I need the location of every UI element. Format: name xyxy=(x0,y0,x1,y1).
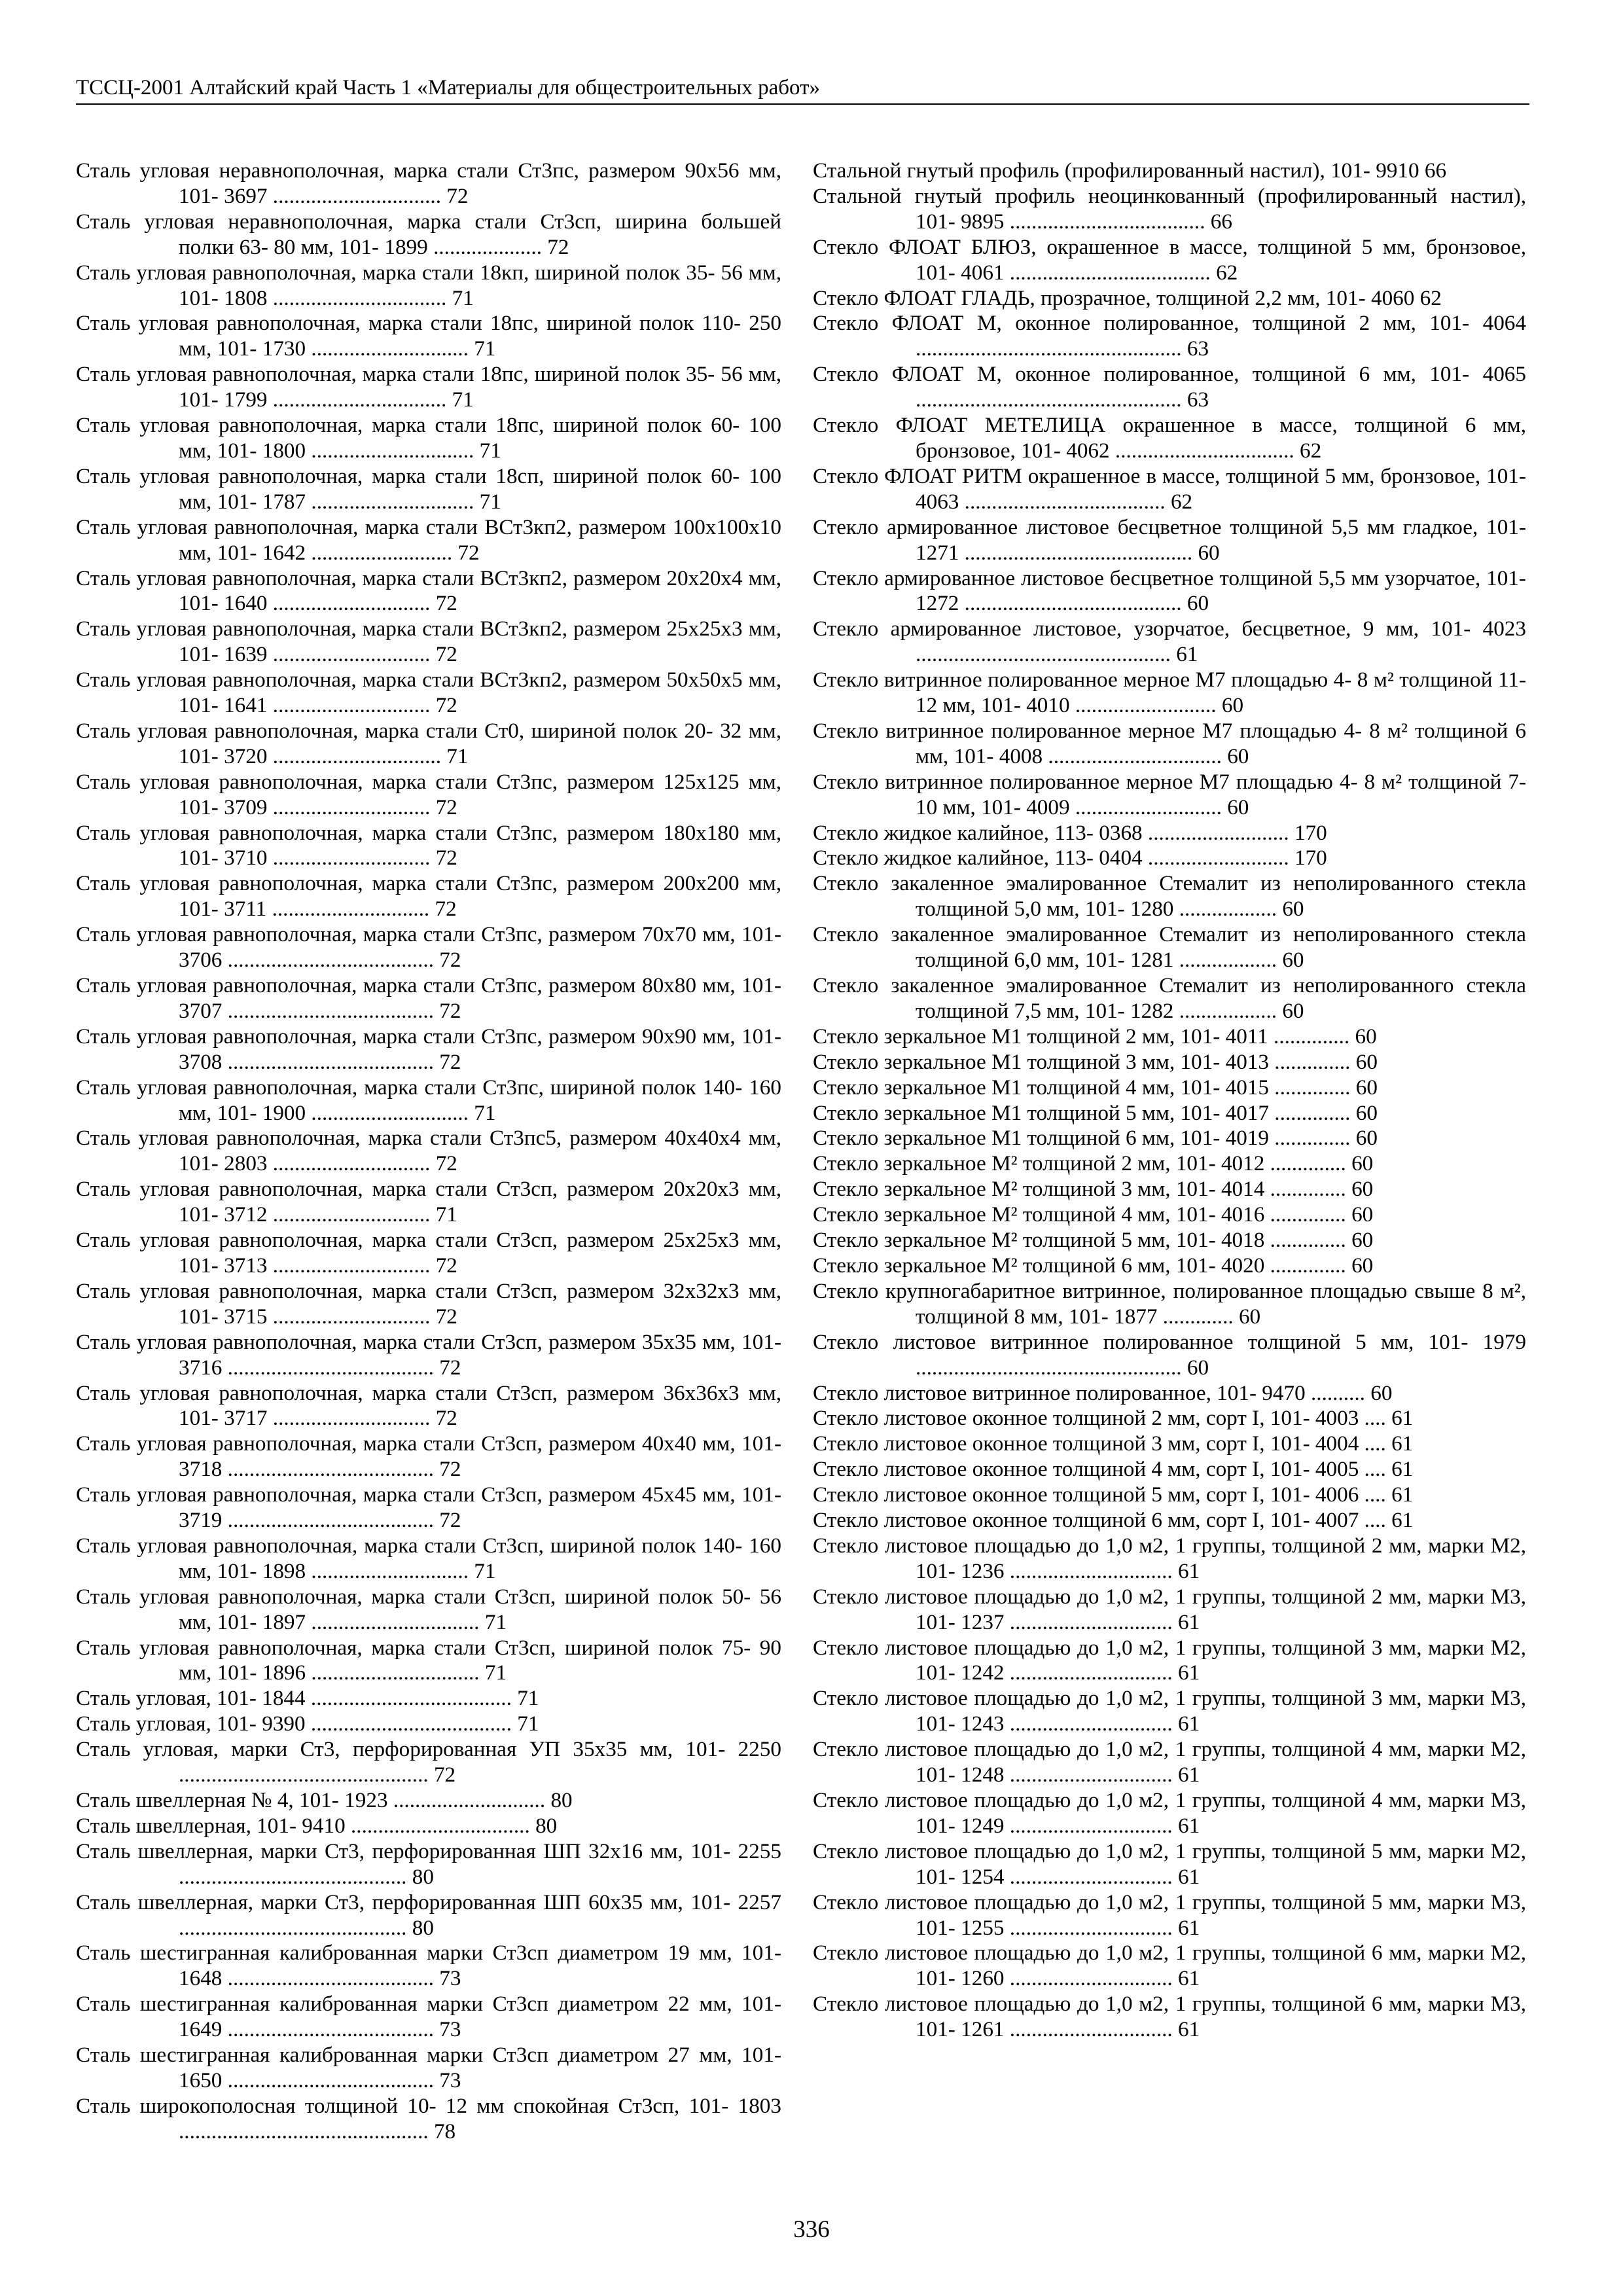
index-entry: Стекло ФЛОАТ РИТМ окрашенное в массе, толщиной 5 мм, бронзовое, 101- 4063 ..................................... 62 xyxy=(813,463,1526,514)
index-entry: Стекло листовое площадью до 1,0 м2, 1 группы, толщиной 3 мм, марки М3, 101- 1243 .............................. 61 xyxy=(813,1686,1526,1736)
index-entry: Сталь угловая неравнополочная, марка стали Ст3сп, ширина большей полки 63- 80 мм, 101- 1899 .................... 72 xyxy=(76,209,781,259)
index-entry: Стекло витринное полированное мерное М7 площадью 4- 8 м² толщиной 7- 10 мм, 101- 4009 ........................... 60 xyxy=(813,769,1526,819)
index-entry: Стекло зеркальное М² толщиной 3 мм, 101- 4014 .............. 60 xyxy=(813,1177,1374,1202)
index-entry: Сталь угловая равнополочная, марка стали Ст3сп, шириной полок 140- 160 мм, 101- 1898 ............................. 71 xyxy=(76,1533,781,1583)
index-entry: Сталь угловая равнополочная, марка стали Ст3сп, размером 36х36х3 мм, 101- 3717 ............................. 72 xyxy=(76,1380,781,1431)
index-entry: Сталь угловая равнополочная, марка стали ВСт3кп2, размером 25х25х3 мм, 101- 1639 ............................. 72 xyxy=(76,617,781,667)
index-entry: Стекло листовое площадью до 1,0 м2, 1 группы, толщиной 6 мм, марки М3, 101- 1261 .............................. 61 xyxy=(813,1992,1526,2042)
index-entry: Сталь угловая равнополочная, марка стали Ст3пс, размером 80х80 мм, 101- 3707 ...................................... 72 xyxy=(76,973,781,1023)
index-entry: Сталь угловая равнополочная, марка стали Ст3пс, размером 125х125 мм, 101- 3709 ............................. 72 xyxy=(76,769,781,819)
index-entry: Сталь угловая равнополочная, марка стали Ст3пс, размером 180х180 мм, 101- 3710 ............................. 72 xyxy=(76,820,781,870)
index-entry: Стекло закаленное эмалированное Стемалит из неполированного стекла толщиной 6,0 мм, 101- 1281 .................. 60 xyxy=(813,922,1526,973)
index-entry: Стекло зеркальное М1 толщиной 3 мм, 101- 4013 .............. 60 xyxy=(813,1049,1378,1074)
index-entry: Стекло армированное листовое бесцветное толщиной 5,5 мм гладкое, 101- 1271 .......................................... 60 xyxy=(813,514,1526,565)
index-entry: Сталь швеллерная, марки Ст3, перфорированная ШП 60х35 мм, 101- 2257 .......................................... 80 xyxy=(76,1890,781,1940)
index-entry: Сталь угловая равнополочная, марка стали Ст3сп, размером 20х20х3 мм, 101- 3712 ............................. 71 xyxy=(76,1177,781,1227)
index-entry: Сталь угловая равнополочная, марка стали Ст3сп, размером 32х32х3 мм, 101- 3715 ............................. 72 xyxy=(76,1278,781,1329)
index-entry: Стекло зеркальное М1 толщиной 6 мм, 101- 4019 .............. 60 xyxy=(813,1126,1378,1151)
index-column-left xyxy=(76,158,781,2145)
index-entry: Сталь угловая равнополочная, марка стали ВСт3кп2, размером 50х50х5 мм, 101- 1641 ............................. 72 xyxy=(76,668,781,718)
index-entry: Сталь угловая равнополочная, марка стали 18сп, шириной полок 60- 100 мм, 101- 1787 .............................. 71 xyxy=(76,463,781,514)
index-entry: Стекло листовое оконное толщиной 4 мм, сорт I, 101- 4005 .... 61 xyxy=(813,1457,1414,1482)
index-entry: Стекло зеркальное М² толщиной 6 мм, 101- 4020 .............. 60 xyxy=(813,1253,1374,1278)
index-entry: Стекло листовое витринное полированное толщиной 5 мм, 101- 1979 ................................................. 60 xyxy=(813,1329,1526,1380)
index-entry: Стекло листовое площадью до 1,0 м2, 1 группы, толщиной 2 мм, марки М2, 101- 1236 .............................. 61 xyxy=(813,1533,1526,1583)
index-entry: Сталь угловая, 101- 9390 ..................................... 71 xyxy=(76,1712,539,1736)
index-entry: Стекло зеркальное М² толщиной 4 мм, 101- 4016 .............. 60 xyxy=(813,1202,1374,1227)
index-entry: Сталь угловая равнополочная, марка стали 18кп, шириной полок 35- 56 мм, 101- 1808 ................................ 71 xyxy=(76,260,781,310)
index-entry: Сталь угловая равнополочная, марка стали Ст3сп, шириной полок 50- 56 мм, 101- 1897 ............................... 71 xyxy=(76,1584,781,1634)
index-entry: Сталь шестигранная калиброванная марки Ст3сп диаметром 22 мм, 101- 1649 ...................................... 73 xyxy=(76,1992,781,2042)
index-entry: Сталь швеллерная № 4, 101- 1923 ............................ 80 xyxy=(76,1788,573,1812)
index-entry: Сталь угловая равнополочная, марка стали Ст3сп, размером 35х35 мм, 101- 3716 ...................................... 72 xyxy=(76,1329,781,1380)
index-entry: Стекло ФЛОАТ М, оконное полированное, толщиной 2 мм, 101- 4064 ................................................. 63 xyxy=(813,311,1526,361)
index-entry: Стальной гнутый профиль неоцинкованный (профилированный настил), 101- 9895 .................................... 66 xyxy=(813,183,1526,234)
index-entry: Стекло листовое оконное толщиной 3 мм, сорт I, 101- 4004 .... 61 xyxy=(813,1431,1414,1456)
index-entry: Сталь угловая равнополочная, марка стали Ст3пс, размером 200х200 мм, 101- 3711 ............................. 72 xyxy=(76,871,781,922)
index-entry: Сталь шестигранная калиброванная марки Ст3сп диаметром 19 мм, 101- 1648 ...................................... 73 xyxy=(76,1941,781,1991)
index-entry: Сталь угловая равнополочная, марка стали Ст3сп, шириной полок 75- 90 мм, 101- 1896 ............................... 71 xyxy=(76,1635,781,1685)
index-entry: Сталь угловая равнополочная, марка стали 18пс, шириной полок 35- 56 мм, 101- 1799 ................................ 71 xyxy=(76,362,781,412)
index-entry: Сталь угловая равнополочная, марка стали ВСт3кп2, размером 20х20х4 мм, 101- 1640 ............................. 72 xyxy=(76,565,781,616)
index-entry: Стекло ФЛОАТ БЛЮЗ, окрашенное в массе, толщиной 5 мм, бронзовое, 101- 4061 ..................................... 62 xyxy=(813,234,1526,285)
index-entry: Стекло зеркальное М1 толщиной 4 мм, 101- 4015 .............. 60 xyxy=(813,1075,1378,1100)
index-entry: Стальной гнутый профиль (профилированный настил), 101- 9910 66 xyxy=(813,158,1447,183)
index-entry: Стекло витринное полированное мерное М7 площадью 4- 8 м² толщиной 6 мм, 101- 4008 ................................ 60 xyxy=(813,718,1526,768)
index-entry: Сталь угловая равнополочная, марка стали Ст3сп, размером 45х45 мм, 101- 3719 ...................................... 72 xyxy=(76,1482,781,1533)
index-entry: Сталь угловая, 101- 1844 ..................................... 71 xyxy=(76,1686,539,1711)
index-entry: Сталь шестигранная калиброванная марки Ст3сп диаметром 27 мм, 101- 1650 ...................................... 73 xyxy=(76,2043,781,2092)
index-entry: Стекло зеркальное М1 толщиной 2 мм, 101- 4011 .............. 60 xyxy=(813,1024,1377,1049)
index-entry: Стекло жидкое калийное, 113- 0404 .......................... 170 xyxy=(813,846,1327,870)
index-entry: Стекло листовое оконное толщиной 6 мм, сорт I, 101- 4007 .... 61 xyxy=(813,1508,1414,1533)
index-entry: Стекло листовое витринное полированное, 101- 9470 .......... 60 xyxy=(813,1380,1393,1405)
index-entry: Сталь угловая равнополочная, марка стали Ст3сп, размером 25х25х3 мм, 101- 3713 ............................. 72 xyxy=(76,1228,781,1278)
index-entry: Сталь угловая равнополочная, марка стали Ст3пс, размером 70х70 мм, 101- 3706 ...................................... 72 xyxy=(76,922,781,973)
index-entry: Сталь угловая равнополочная, марка стали Ст3пс, шириной полок 140- 160 мм, 101- 1900 ............................. 71 xyxy=(76,1075,781,1125)
index-entry: Стекло армированное листовое бесцветное толщиной 5,5 мм узорчатое, 101- 1272 ........................................ 60 xyxy=(813,565,1526,616)
index-entry: Стекло листовое площадью до 1,0 м2, 1 группы, толщиной 6 мм, марки М2, 101- 1260 .............................. 61 xyxy=(813,1941,1526,1991)
index-entry: Сталь угловая равнополочная, марка стали Ст3пс, размером 90х90 мм, 101- 3708 ...................................... 72 xyxy=(76,1024,781,1074)
index-column-right xyxy=(813,158,1526,2043)
index-entry: Сталь швеллерная, марки Ст3, перфорированная ШП 32х16 мм, 101- 2255 .......................................... 80 xyxy=(76,1839,781,1889)
index-entry: Сталь угловая, марки Ст3, перфорированная УП 35х35 мм, 101- 2250 .............................................. 72 xyxy=(76,1737,781,1787)
index-entry: Стекло листовое площадью до 1,0 м2, 1 группы, толщиной 5 мм, марки М2, 101- 1254 .............................. 61 xyxy=(813,1839,1526,1889)
index-entry: Стекло листовое площадью до 1,0 м2, 1 группы, толщиной 2 мм, марки М3, 101- 1237 .............................. 61 xyxy=(813,1584,1526,1634)
index-entry: Стекло листовое площадью до 1,0 м2, 1 группы, толщиной 4 мм, марки М3, 101- 1249 .............................. 61 xyxy=(813,1788,1526,1838)
index-entry: Стекло зеркальное М² толщиной 2 мм, 101- 4012 .............. 60 xyxy=(813,1151,1374,1176)
index-entry: Стекло жидкое калийное, 113- 0368 .......................... 170 xyxy=(813,820,1327,845)
header-rule xyxy=(76,103,1529,105)
index-entry: Стекло зеркальное М1 толщиной 5 мм, 101- 4017 .............. 60 xyxy=(813,1100,1378,1125)
index-entry: Сталь угловая равнополочная, марка стали Ст3пс5, размером 40х40х4 мм, 101- 2803 ............................. 72 xyxy=(76,1126,781,1176)
index-entry: Сталь угловая неравнополочная, марка стали Ст3пс, размером 90х56 мм, 101- 3697 ............................... 72 xyxy=(76,158,781,208)
index-entry: Стекло армированное листовое, узорчатое, бесцветное, 9 мм, 101- 4023 ............................................... 61 xyxy=(813,617,1526,667)
index-entry: Стекло зеркальное М² толщиной 5 мм, 101- 4018 .............. 60 xyxy=(813,1228,1374,1253)
index-entry: Стекло закаленное эмалированное Стемалит из неполированного стекла толщиной 7,5 мм, 101- 1282 .................. 60 xyxy=(813,973,1526,1023)
index-entry: Стекло листовое оконное толщиной 5 мм, сорт I, 101- 4006 .... 61 xyxy=(813,1482,1414,1507)
index-entry: Стекло закаленное эмалированное Стемалит из неполированного стекла толщиной 5,0 мм, 101- 1280 .................. 60 xyxy=(813,871,1526,922)
index-entry: Сталь угловая равнополочная, марка стали Ст3сп, размером 40х40 мм, 101- 3718 ...................................... 72 xyxy=(76,1431,781,1482)
index-entry: Стекло крупногабаритное витринное, полированное площадью свыше 8 м², толщиной 8 мм, 101- 1877 ............. 60 xyxy=(813,1278,1526,1329)
index-entry: Стекло листовое оконное толщиной 2 мм, сорт I, 101- 4003 .... 61 xyxy=(813,1406,1414,1431)
index-entry: Сталь угловая равнополочная, марка стали ВСт3кп2, размером 100х100х10 мм, 101- 1642 .......................... 72 xyxy=(76,514,781,565)
index-entry: Стекло витринное полированное мерное М7 площадью 4- 8 м² толщиной 11- 12 мм, 101- 4010 .......................... 60 xyxy=(813,668,1526,718)
index-entry: Сталь швеллерная, 101- 9410 ................................. 80 xyxy=(76,1813,558,1838)
index-entry: Стекло ФЛОАТ ГЛАДЬ, прозрачное, толщиной 2,2 мм, 101- 4060 62 xyxy=(813,285,1442,310)
index-entry: Стекло ФЛОАТ М, оконное полированное, толщиной 6 мм, 101- 4065 ................................................. 63 xyxy=(813,362,1526,412)
page-number: 336 xyxy=(793,2216,830,2243)
index-entry: Сталь широкополосная толщиной 10- 12 мм спокойная Ст3сп, 101- 1803 .............................................. 78 xyxy=(76,2093,781,2144)
index-entry: Стекло ФЛОАТ МЕТЕЛИЦА окрашенное в массе, толщиной 6 мм, бронзовое, 101- 4062 ................................. 62 xyxy=(813,413,1526,463)
index-entry: Стекло листовое площадью до 1,0 м2, 1 группы, толщиной 5 мм, марки М3, 101- 1255 .............................. 61 xyxy=(813,1890,1526,1940)
running-header: ТССЦ-2001 Алтайский край Часть 1 «Материалы для общестроительных работ» xyxy=(76,76,821,99)
index-entry: Сталь угловая равнополочная, марка стали Ст0, шириной полок 20- 32 мм, 101- 3720 ............................... 71 xyxy=(76,718,781,768)
index-entry: Стекло листовое площадью до 1,0 м2, 1 группы, толщиной 3 мм, марки М2, 101- 1242 .............................. 61 xyxy=(813,1635,1526,1685)
index-entry: Стекло листовое площадью до 1,0 м2, 1 группы, толщиной 4 мм, марки М2, 101- 1248 .............................. 61 xyxy=(813,1737,1526,1787)
index-entry: Сталь угловая равнополочная, марка стали 18пс, шириной полок 60- 100 мм, 101- 1800 .............................. 71 xyxy=(76,413,781,463)
index-entry: Сталь угловая равнополочная, марка стали 18пс, шириной полок 110- 250 мм, 101- 1730 ............................. 71 xyxy=(76,311,781,361)
